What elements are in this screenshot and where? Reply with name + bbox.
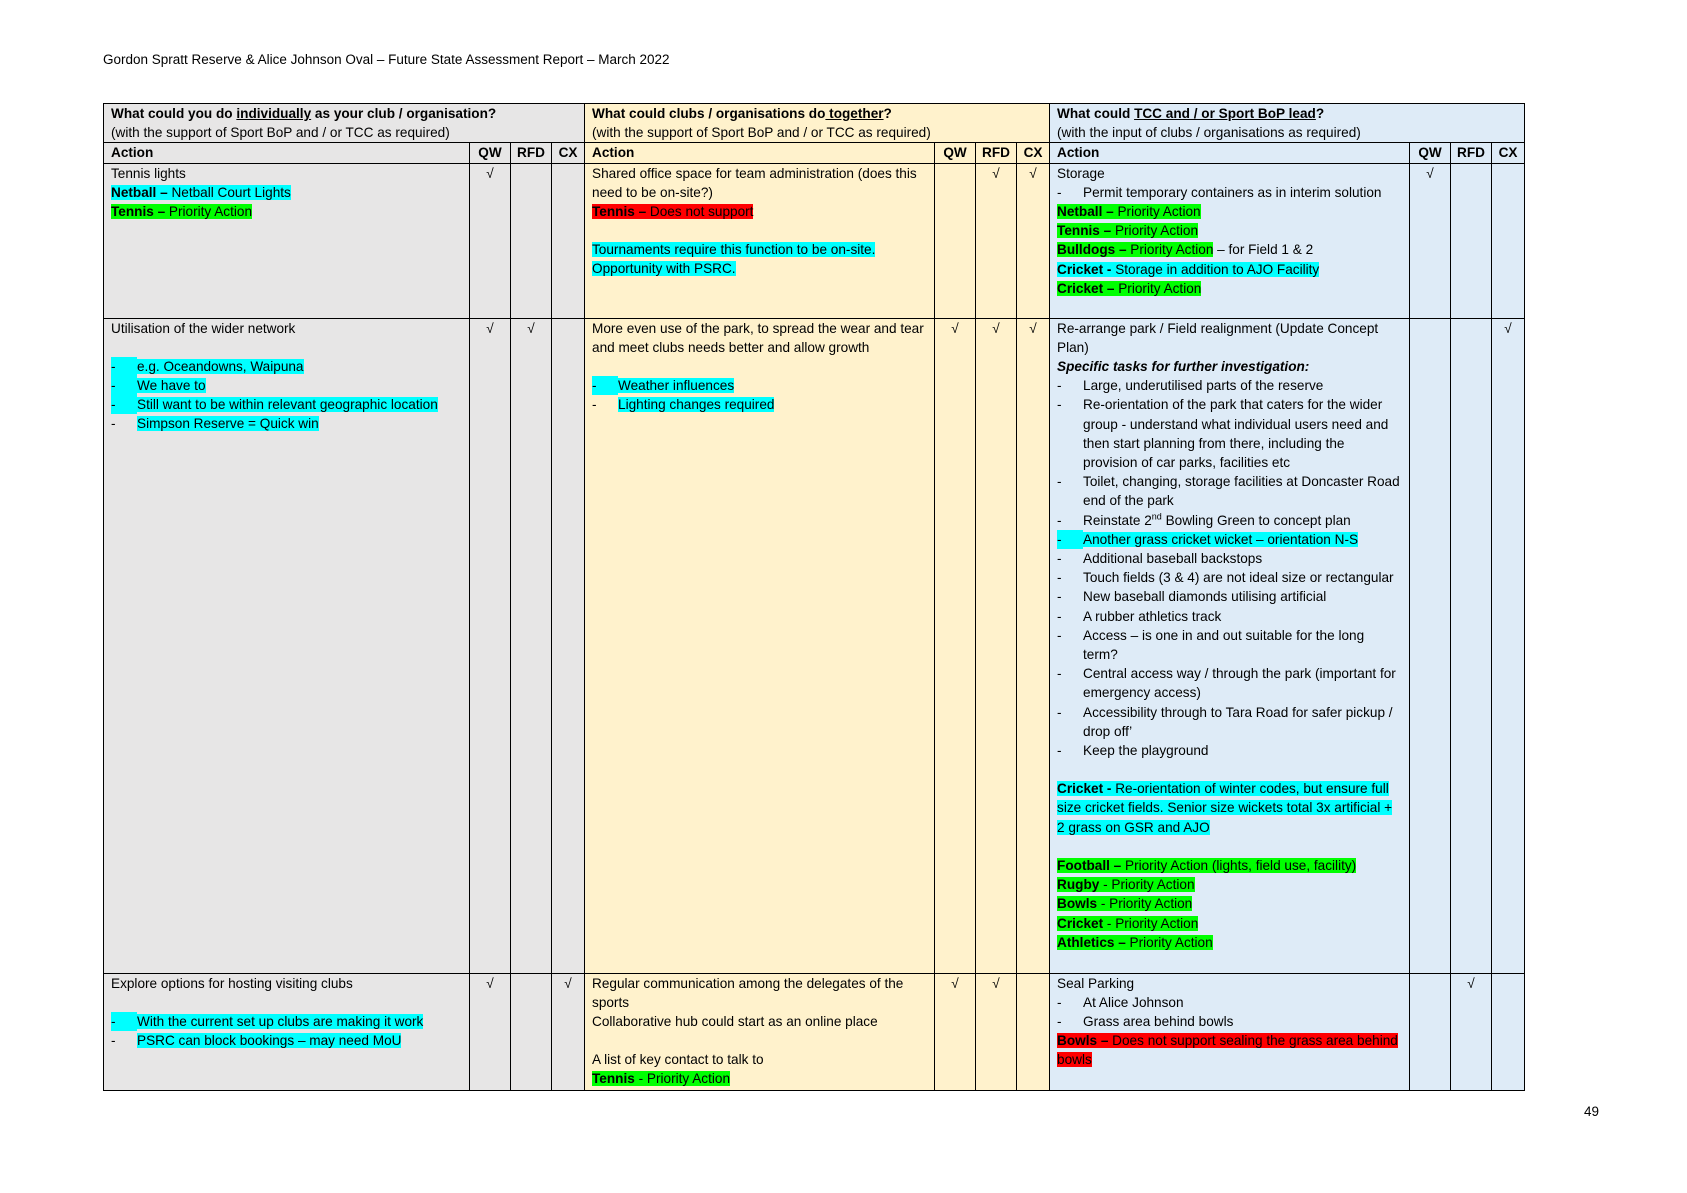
group-header-row (104, 104, 1525, 143)
club-note: Priority Action (1111, 223, 1199, 239)
col-action: Action (104, 143, 470, 163)
ordinal-suffix: nd (1151, 511, 1162, 522)
rfd-cell (1451, 318, 1492, 973)
group3-title-emphasis: TCC and / or Sport BoP lead (1134, 106, 1316, 121)
club-note: Priority Action (1114, 280, 1202, 296)
list-item-text: A rubber athletics track (1083, 608, 1222, 624)
club-note: - Priority Action (1097, 896, 1193, 912)
club-note-extra: – for Field 1 & 2 (1213, 242, 1314, 258)
list-item-text: Bowling Green to concept plan (1161, 512, 1351, 528)
col-cx: CX (552, 143, 585, 163)
list-item-text: Reinstate 2 (1083, 512, 1152, 528)
bullet-dash: - (1057, 570, 1062, 586)
bullet-dash: - (592, 376, 618, 395)
rfd-cell: √ (511, 318, 552, 973)
club-note: Netball Court Lights (167, 184, 291, 200)
club-label: Football – (1057, 857, 1122, 873)
list-item (1057, 549, 1402, 568)
cx-cell (1492, 163, 1525, 318)
qw-cell: √ (1410, 163, 1451, 318)
bullet-dash: - (1057, 666, 1062, 682)
col-rfd: RFD (976, 143, 1017, 163)
list-item (1057, 993, 1402, 1012)
list-item (1057, 587, 1402, 606)
list-item (1057, 568, 1402, 587)
column-header-row (104, 143, 1525, 163)
club-note: - Priority Action (1099, 877, 1195, 893)
cx-cell: √ (1492, 318, 1525, 973)
group1-title-emphasis: individually (236, 106, 312, 121)
qw-cell (1410, 973, 1451, 1090)
bullet-dash: - (592, 397, 597, 413)
qw-cell: √ (935, 318, 976, 973)
bullet-dash: - (1057, 512, 1062, 528)
list-item (111, 357, 462, 376)
club-label: Tennis – (111, 204, 166, 220)
list-item (1057, 395, 1402, 472)
group3-title-end: ? (1315, 106, 1325, 121)
bullet-dash: - (111, 416, 116, 432)
bullet-dash: - (111, 1012, 137, 1031)
list-item-text: With the current set up clubs are making it work (137, 1013, 424, 1029)
list-item-text: Re-orientation of the park that caters for the wider group - understand what individual users need and then start planning from there, including the provision of car parks, facilities etc (1083, 397, 1389, 471)
rfd-cell: √ (976, 318, 1017, 973)
bullet-dash: - (111, 376, 137, 395)
action-title: More even use of the park, to spread the wear and tear and meet clubs needs better and allow growth (592, 320, 924, 355)
list-item (592, 376, 927, 395)
club-label: Cricket (1057, 915, 1104, 931)
club-label: Cricket – (1057, 280, 1115, 296)
cx-cell (552, 163, 585, 318)
qw-cell: √ (935, 973, 976, 1090)
qw-cell (1410, 318, 1451, 973)
bullet-dash: - (1057, 627, 1062, 643)
rfd-cell: √ (1451, 973, 1492, 1090)
group2-subtitle: (with the support of Sport BoP and / or TCC as required) (592, 125, 931, 141)
club-note: - Priority Action (1103, 915, 1199, 931)
list-item-text: Accessibility through to Tara Road for safer pickup / drop off’ (1083, 704, 1393, 739)
group3-subtitle: (with the input of clubs / organisations as required) (1057, 125, 1361, 141)
rfd-cell (1451, 163, 1492, 318)
list-item (1057, 607, 1402, 626)
cx-cell: √ (1017, 163, 1050, 318)
club-label: Cricket - (1057, 781, 1112, 797)
col-action: Action (585, 143, 935, 163)
col-qw: QW (1410, 143, 1451, 163)
group2-header (585, 104, 1050, 143)
note-text: Collaborative hub could start as an online place (592, 1014, 878, 1030)
club-note: Priority Action (1125, 934, 1213, 950)
group1-title-end: as your club / organisation? (311, 106, 497, 121)
list-item (1057, 1012, 1402, 1031)
qw-cell: √ (470, 318, 511, 973)
club-label: Bowls – (1057, 1033, 1109, 1049)
list-item-text: Grass area behind bowls (1083, 1014, 1234, 1030)
table-row (104, 318, 1525, 973)
club-label: Tennis (592, 1071, 635, 1087)
page-number: 49 (1584, 1104, 1600, 1119)
note-text: Tournaments require this function to be on-site. (592, 242, 876, 258)
list-item-text: Toilet, changing, storage facilities at Doncaster Road end of the park (1083, 474, 1400, 509)
list-item (1057, 376, 1402, 395)
qw-cell: √ (470, 973, 511, 1090)
bullet-dash: - (1057, 994, 1062, 1010)
club-label: Bulldogs – (1057, 242, 1127, 258)
group2-title-end: ? (883, 106, 892, 121)
club-label: Cricket - (1057, 261, 1112, 277)
col-cx: CX (1492, 143, 1525, 163)
club-label: Bowls (1057, 896, 1098, 912)
club-label: Netball – (111, 184, 168, 200)
qw-cell (935, 163, 976, 318)
club-label: Rugby (1057, 877, 1100, 893)
page-header: Gordon Spratt Reserve & Alice Johnson Oval – Future State Assessment Report – March 2022 (103, 52, 670, 67)
list-item-text: Simpson Reserve = Quick win (137, 416, 319, 432)
list-item-text: Lighting changes required (618, 397, 775, 413)
action-cell (585, 973, 935, 1090)
list-item (1057, 472, 1402, 510)
list-item-text: Additional baseball backstops (1083, 551, 1263, 567)
col-qw: QW (935, 143, 976, 163)
club-note: - Priority Action (634, 1071, 731, 1087)
subheading: Specific tasks for further investigation: (1057, 359, 1310, 375)
list-item-text: We have to (137, 378, 206, 394)
list-item-text: Permit temporary containers as in interim solution (1083, 184, 1382, 200)
bullet-dash: - (1057, 589, 1062, 605)
cx-cell: √ (1017, 318, 1050, 973)
club-label: Tennis – (592, 204, 647, 220)
list-item-text: e.g. Oceandowns, Waipuna (137, 358, 304, 374)
group1-header (104, 104, 585, 143)
action-cell (585, 318, 935, 973)
list-item (1057, 530, 1402, 549)
action-title: Re-arrange park / Field realignment (Update Concept Plan) (1057, 320, 1379, 355)
club-note: Re-orientation of winter codes, but ensure full size cricket fields. Senior size wickets total 3x artificial + 2 grass on GSR and AJO (1057, 781, 1393, 835)
action-title: Seal Parking (1057, 975, 1135, 991)
bullet-dash: - (111, 395, 137, 414)
rfd-cell: √ (976, 163, 1017, 318)
club-note: Does not support (646, 204, 754, 220)
bullet-dash: - (1057, 608, 1062, 624)
table-row (104, 163, 1525, 318)
rfd-cell (511, 973, 552, 1090)
rfd-cell (511, 163, 552, 318)
action-title: Regular communication among the delegates of the sports (592, 975, 904, 1010)
col-cx: CX (1017, 143, 1050, 163)
list-item (111, 376, 462, 395)
group2-title-emphasis: together (825, 106, 884, 121)
list-item (1057, 703, 1402, 741)
col-qw: QW (470, 143, 511, 163)
list-item (1057, 741, 1402, 760)
list-item-text: Keep the playground (1083, 743, 1209, 759)
col-rfd: RFD (1451, 143, 1492, 163)
bullet-dash: - (1057, 743, 1062, 759)
list-item-text: Large, underutilised parts of the reserve (1083, 378, 1324, 394)
club-note: Does not support sealing the grass area behind bowls (1057, 1033, 1398, 1068)
list-item (111, 414, 462, 433)
club-note: Priority Action (lights, field use, facility) (1121, 857, 1357, 873)
list-item (1057, 183, 1402, 202)
bullet-dash: - (1057, 551, 1062, 567)
note-text: A list of key contact to talk to (592, 1052, 764, 1068)
action-title: Tennis lights (111, 165, 186, 181)
list-item (111, 395, 462, 414)
bullet-dash: - (1057, 184, 1062, 200)
club-label: Netball – (1057, 204, 1114, 220)
action-title: Storage (1057, 165, 1105, 181)
list-item-text: orientation N-S (1267, 531, 1359, 547)
group2-title: What could clubs / organisations do (592, 106, 826, 121)
cx-cell (1492, 973, 1525, 1090)
rfd-cell: √ (976, 973, 1017, 1090)
bullet-dash: - (111, 1033, 116, 1049)
note-text: Opportunity with PSRC. (592, 261, 736, 277)
list-item-text: Touch fields (3 & 4) are not ideal size or rectangular (1083, 570, 1394, 586)
list-item-text: PSRC can block bookings – may need MoU (137, 1033, 402, 1049)
list-item (1057, 664, 1402, 702)
action-cell (1050, 163, 1410, 318)
group3-title: What could (1057, 106, 1135, 121)
list-item-text: At Alice Johnson (1083, 994, 1184, 1010)
list-item-text: Another grass cricket wicket – (1083, 531, 1268, 547)
list-item-text: Central access way / through the park (important for emergency access) (1083, 666, 1396, 701)
col-rfd: RFD (511, 143, 552, 163)
club-note: Priority Action (1126, 242, 1214, 258)
group3-header (1050, 104, 1525, 143)
club-note: Priority Action (1113, 204, 1201, 220)
bullet-dash: - (111, 357, 137, 376)
list-item-text: Access – is one in and out suitable for the long term? (1083, 627, 1365, 663)
action-title: Explore options for hosting visiting clubs (111, 975, 353, 991)
group1-subtitle: (with the support of Sport BoP and / or TCC as required) (111, 125, 450, 141)
club-note: Priority Action (165, 204, 253, 220)
action-title: Shared office space for team administration (does this need to be on-site?) (592, 165, 917, 200)
assessment-table (103, 103, 1525, 1091)
action-cell (104, 973, 470, 1090)
bullet-dash: - (1057, 378, 1062, 394)
col-action: Action (1050, 143, 1410, 163)
bullet-dash: - (1057, 530, 1083, 549)
action-title: Utilisation of the wider network (111, 320, 296, 336)
bullet-dash: - (1057, 1014, 1062, 1030)
action-cell (585, 163, 935, 318)
list-item (111, 1031, 462, 1050)
club-label: Tennis – (1057, 223, 1112, 239)
list-item-text: Still want to be within relevant geographic location (137, 397, 438, 413)
action-cell (104, 318, 470, 973)
qw-cell: √ (470, 163, 511, 318)
action-cell (104, 163, 470, 318)
cx-cell (552, 318, 585, 973)
bullet-dash: - (1057, 397, 1062, 413)
list-item (1057, 511, 1402, 530)
list-item-text: Weather influences (618, 378, 735, 394)
list-item (1057, 626, 1402, 664)
bullet-dash: - (1057, 704, 1062, 720)
cx-cell: √ (552, 973, 585, 1090)
bullet-dash: - (1057, 474, 1062, 490)
club-label: Athletics – (1057, 934, 1126, 950)
list-item (111, 1012, 462, 1031)
table-row (104, 973, 1525, 1090)
action-cell (1050, 318, 1410, 973)
group1-title: What could you do (111, 106, 237, 121)
action-cell (1050, 973, 1410, 1090)
list-item-text: New baseball diamonds utilising artificial (1083, 589, 1327, 605)
club-note: Storage in addition to AJO Facility (1111, 261, 1320, 277)
list-item (592, 395, 927, 414)
cx-cell (1017, 973, 1050, 1090)
